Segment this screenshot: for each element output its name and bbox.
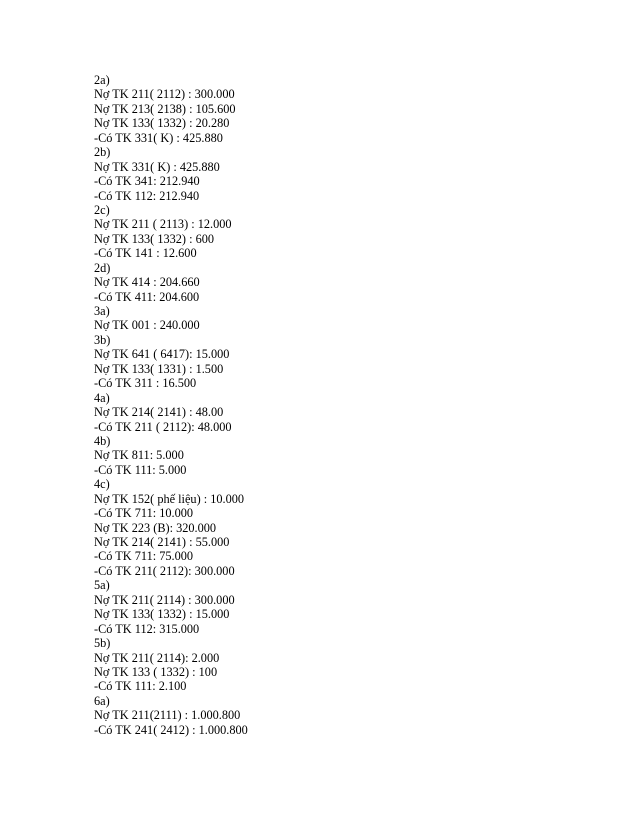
text-line: -Có TK 341: 212.940 [94,174,200,189]
journal-entries [94,73,248,737]
text-line: Nợ TK 214( 2141) : 48.00 [94,405,224,420]
text-line: -Có TK 111: 2.100 [94,679,187,694]
text-line: Nợ TK 211( 2114) : 300.000 [94,592,235,607]
text-line: -Có TK 141 : 12.600 [94,246,197,261]
text-line: 4a) [94,390,110,405]
text-line: Nợ TK 211 ( 2113) : 12.000 [94,217,232,232]
text-line: Nợ TK 133( 1331) : 1.500 [94,361,224,376]
text-line: 2d) [94,260,111,275]
text-line: Nợ TK 001 : 240.000 [94,318,200,333]
text-line: Nợ TK 152( phế liệu) : 10.000 [94,491,245,506]
text-line: 3a) [94,304,110,318]
text-line: Nợ TK 213( 2138) : 105.600 [94,101,236,116]
text-line: -Có TK 241( 2412) : 1.000.800 [94,722,248,737]
text-line: 6a) [94,693,110,708]
text-line: Nợ TK 133 ( 1332) : 100 [94,664,218,679]
text-line: 2b) [94,145,111,160]
text-line: 5b) [94,636,111,651]
text-line: Nợ TK 211( 2112) : 300.000 [94,87,235,102]
text-line: Nợ TK 133( 1332) : 20.280 [94,116,230,131]
text-line: Nợ TK 133( 1332) : 15.000 [94,607,230,622]
text-line: Nợ TK 811: 5.000 [94,448,184,463]
text-line: Nợ TK 133( 1332) : 600 [94,231,215,246]
text-line: Nợ TK 414 : 204.660 [94,275,200,290]
text-line: Nợ TK 214( 2141) : 55.000 [94,535,230,549]
text-line: 2c) [94,202,110,217]
text-line: -Có TK 211( 2112): 300.000 [94,563,235,578]
text-line: -Có TK 411: 204.600 [94,289,200,304]
text-line: -Có TK 112: 315.000 [94,621,200,636]
text-line: Nợ TK 641 ( 6417): 15.000 [94,347,230,362]
text-line: -Có TK 711: 75.000 [94,549,194,564]
text-line: -Có TK 211 ( 2112): 48.000 [94,419,232,434]
text-line: -Có TK 112: 212.940 [94,188,200,203]
text-line: -Có TK 311 : 16.500 [94,376,197,391]
text-line: 4b) [94,433,111,448]
text-line: Nợ TK 211(2111) : 1.000.800 [94,708,241,723]
text-line: -Có TK 331( K) : 425.880 [94,130,223,145]
text-line: Nợ TK 223 (B): 320.000 [94,520,217,535]
text-line: -Có TK 111: 5.000 [94,462,187,477]
text-line: 2a) [94,73,110,87]
text-line: 5a) [94,578,110,593]
text-line: -Có TK 711: 10.000 [94,506,194,521]
text-line: 3b) [94,332,111,347]
text-line: Nợ TK 211( 2114): 2.000 [94,650,220,665]
text-line: 4c) [94,477,110,492]
text-line: Nợ TK 331( K) : 425.880 [94,159,220,174]
